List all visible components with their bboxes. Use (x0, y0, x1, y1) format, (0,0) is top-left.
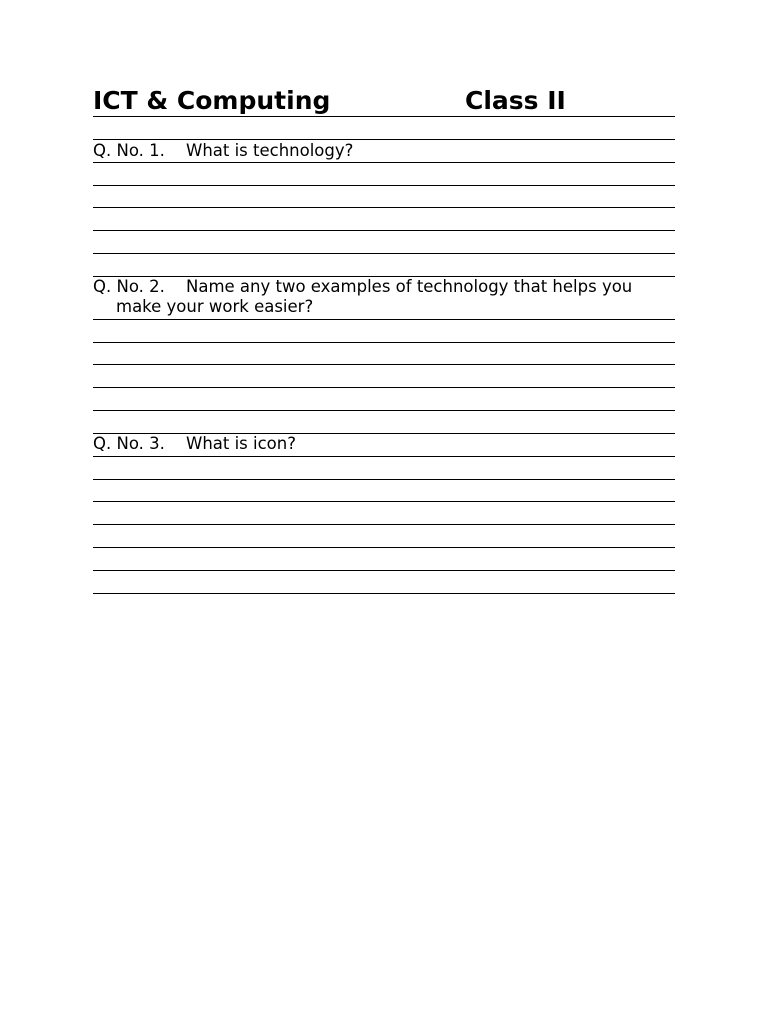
question-3 (93, 434, 675, 454)
answer-line (93, 410, 675, 411)
worksheet-page (93, 0, 675, 1024)
answer-line (93, 139, 675, 140)
question-text-continuation: make your work easier? (116, 297, 314, 316)
question-text: What is technology? (186, 141, 354, 160)
worksheet-header (93, 84, 675, 117)
answer-line (93, 501, 675, 502)
question-number: Q. No. 1. (93, 141, 165, 160)
answer-line (93, 570, 675, 571)
answer-line (93, 547, 675, 548)
answer-line (93, 479, 675, 480)
question-1 (93, 141, 675, 161)
answer-line (93, 364, 675, 365)
answer-line (93, 162, 675, 163)
answer-line (93, 593, 675, 594)
answer-line (93, 387, 675, 388)
answer-line (93, 207, 675, 208)
answer-line (93, 185, 675, 186)
answer-line (93, 524, 675, 525)
answer-line (93, 456, 675, 457)
question-text: What is icon? (186, 434, 296, 453)
question-text: Name any two examples of technology that helps you (186, 277, 633, 296)
question-number: Q. No. 3. (93, 434, 165, 453)
class-label: Class II (465, 86, 566, 115)
answer-line (93, 253, 675, 254)
subject-title: ICT & Computing (93, 86, 331, 115)
answer-line (93, 319, 675, 320)
question-number: Q. No. 2. (93, 277, 165, 296)
answer-line (93, 230, 675, 231)
answer-line (93, 342, 675, 343)
question-2 (93, 277, 675, 317)
